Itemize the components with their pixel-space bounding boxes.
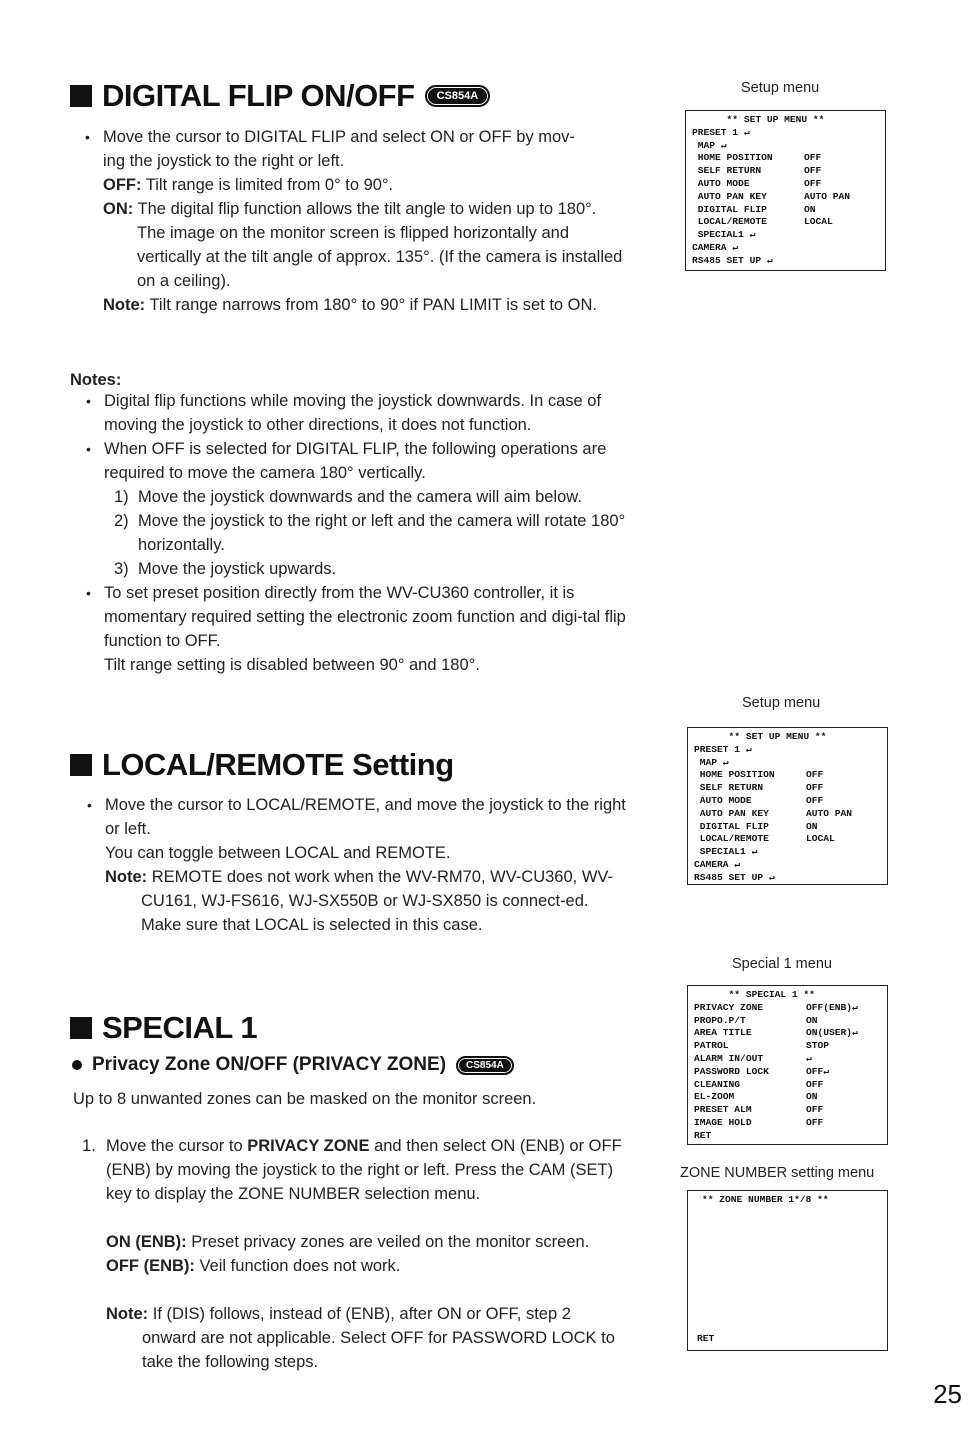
menu-row: [694, 1130, 881, 1143]
bullet-paragraph: • Move the cursor to LOCAL/REMOTE, and move the joystick to the right or left. You can toggle between LOCAL and REMOTE. Note: REMOTE does not work when the WV-RM70, WV-CU360, WV-CU161, WJ-FS616, WJ-SX550B or WJ-SX850 is connect-ed. Make sure that LOCAL is selected in this case.: [105, 793, 627, 937]
step-item: 1. Move the cursor to PRIVACY ZONE and then select ON (ENB) or OFF (ENB) by moving the joystick to the right or left. Press the CAM (SET) key to display the ZONE NUMBER selection menu.: [82, 1137, 622, 1203]
subsection-title-privacy-zone: Privacy Zone ON/OFF (PRIVACY ZONE) CS854A: [72, 1054, 514, 1076]
menu-row-label: EL-ZOOM: [694, 1091, 735, 1103]
menu-row-value: OFF: [804, 177, 822, 189]
model-badge: CS854A: [456, 1056, 514, 1075]
menu-row-label: PROPO.P/T: [694, 1014, 746, 1026]
menu-row-value: ON: [806, 820, 818, 832]
menu-row: [692, 127, 879, 140]
menu-row-label: DIGITAL FLIP: [694, 820, 769, 832]
menu-row: [694, 1117, 881, 1130]
menu-row: [694, 821, 881, 834]
menu-row: [694, 1015, 881, 1028]
menu-row-value: AUTO PAN: [804, 190, 851, 202]
menu-row-label: PRESET 1 ↵: [692, 126, 750, 138]
menu-row-value: OFF: [806, 794, 824, 806]
menu-row: [694, 1066, 881, 1079]
menu-row-label: AREA TITLE: [694, 1027, 752, 1039]
menu-row-label: RET: [694, 1129, 712, 1141]
menu-row: [694, 1053, 881, 1066]
round-bullet-icon: [72, 1060, 82, 1070]
section-title-digital-flip: DIGITAL FLIP ON/OFF CS854A: [70, 78, 490, 114]
menu-row: [692, 255, 879, 268]
menu-row: [694, 846, 881, 859]
menu-row: [694, 1027, 881, 1040]
menu-row-label: MAP ↵: [692, 139, 727, 151]
menu-row: [692, 191, 879, 204]
menu-row-label: PATROL: [694, 1040, 729, 1052]
square-bullet-icon: [70, 85, 92, 107]
setup-menu-screen: [687, 727, 888, 885]
menu-row: [692, 114, 879, 127]
menu-row-value: LOCAL: [806, 833, 835, 845]
menu-row-label: PASSWORD LOCK: [694, 1065, 769, 1077]
menu-caption: Special 1 menu: [732, 956, 832, 972]
menu-row-value: OFF: [806, 1116, 824, 1128]
menu-row-label: PRESET 1 ↵: [694, 743, 752, 755]
section-title-local-remote: LOCAL/REMOTE Setting: [70, 747, 454, 783]
menu-row-value: OFF: [806, 769, 824, 781]
menu-row-value: ON: [804, 203, 816, 215]
menu-row-value: OFF: [804, 152, 822, 164]
menu-row-label: CAMERA ↵: [694, 858, 741, 870]
menu-row-label: ** SET UP MENU **: [692, 114, 825, 125]
menu-row: [692, 165, 879, 178]
menu-caption: Setup menu: [741, 80, 820, 96]
menu-row-value: ON: [806, 1014, 818, 1026]
menu-row-label: AUTO MODE: [694, 794, 752, 806]
menu-row: [694, 769, 881, 782]
note-item: • When OFF is selected for DIGITAL FLIP, the following operations are required to move the camera 180° vertically.: [104, 437, 626, 485]
menu-row: [692, 204, 879, 217]
note-paragraph: Note: If (DIS) follows, instead of (ENB), after ON or OFF, step 2 onward are not applicable. Select OFF for PASSWORD LOCK to take the following steps.: [106, 1305, 615, 1371]
menu-row: [694, 1040, 881, 1053]
page-number: 25: [933, 1379, 962, 1409]
menu-row: [694, 833, 881, 846]
menu-row: [694, 782, 881, 795]
menu-row-label: ** SPECIAL 1 **: [694, 989, 815, 1000]
menu-row: [694, 1002, 881, 1015]
menu-row-label: HOME POSITION: [694, 769, 775, 781]
menu-row-value: STOP: [806, 1040, 830, 1052]
menu-row-value: ON(USER)↵: [806, 1027, 858, 1039]
model-badge: CS854A: [425, 85, 491, 107]
menu-row-value: AUTO PAN: [806, 807, 853, 819]
menu-row: [694, 795, 881, 808]
setup-menu-screen: [685, 110, 886, 271]
zone-number-menu-screen: [687, 1190, 888, 1351]
menu-row-label: ALARM IN/OUT: [694, 1052, 764, 1064]
menu-row: [694, 1079, 881, 1092]
menu-row-label: HOME POSITION: [692, 152, 773, 164]
menu-row-label: PRIVACY ZONE: [694, 1001, 764, 1013]
menu-row-label: ** SET UP MENU **: [694, 731, 827, 742]
note-item-continuation: Tilt range setting is disabled between 90° and 180°.: [104, 656, 480, 674]
special-1-menu-screen: [687, 985, 888, 1145]
menu-row: [694, 1104, 881, 1117]
menu-row-label: RS485 SET UP ↵: [692, 254, 773, 266]
notes-heading: Notes:: [70, 371, 122, 389]
menu-row-value: OFF↵: [806, 1065, 830, 1077]
menu-row: [694, 731, 881, 744]
menu-row: [694, 859, 881, 872]
section-title-special-1: SPECIAL 1: [70, 1010, 257, 1046]
menu-row-label: RS485 SET UP ↵: [694, 871, 775, 883]
menu-row-label: MAP ↵: [694, 756, 729, 768]
menu-row-label: AUTO MODE: [692, 177, 750, 189]
menu-row-value: OFF: [806, 782, 824, 794]
menu-row-value: LOCAL: [804, 216, 833, 228]
menu-row: [692, 216, 879, 229]
menu-row-label: SPECIAL1 ↵: [694, 846, 758, 858]
menu-row: [692, 152, 879, 165]
menu-row-label: IMAGE HOLD: [694, 1116, 752, 1128]
menu-row: [694, 872, 881, 885]
menu-header: ** ZONE NUMBER 1*/8 **: [702, 1194, 829, 1205]
step-item: 1) Move the joystick downwards and the camera will aim below.: [114, 488, 582, 506]
step-item: 2) Move the joystick to the right or left and the camera will rotate 180° horizontally.: [114, 512, 626, 554]
menu-row-label: CLEANING: [694, 1078, 741, 1090]
menu-row-value: OFF: [806, 1078, 824, 1090]
square-bullet-icon: [70, 1017, 92, 1039]
menu-row-label: LOCAL/REMOTE: [694, 833, 769, 845]
menu-ret: RET: [697, 1333, 715, 1345]
menu-row: [694, 808, 881, 821]
menu-row-label: CAMERA ↵: [692, 241, 739, 253]
menu-row-label: SELF RETURN: [694, 782, 764, 794]
menu-row-label: SPECIAL1 ↵: [692, 229, 756, 241]
menu-row: [692, 140, 879, 153]
note-item: • Digital flip functions while moving the joystick downwards. In case of moving the joystick to other directions, it does not function.: [104, 389, 626, 437]
menu-row: [694, 757, 881, 770]
menu-row-label: DIGITAL FLIP: [692, 203, 767, 215]
step-item: 3) Move the joystick upwards.: [114, 560, 337, 578]
menu-row: [694, 1091, 881, 1104]
menu-row-value: OFF: [806, 1104, 824, 1116]
menu-row: [694, 744, 881, 757]
menu-row-label: AUTO PAN KEY: [694, 807, 769, 819]
intro-text: Up to 8 unwanted zones can be masked on the monitor screen.: [73, 1090, 537, 1108]
menu-row-value: ON: [806, 1091, 818, 1103]
menu-row-value: OFF: [804, 165, 822, 177]
menu-caption: Setup menu: [742, 695, 821, 711]
menu-row-label: SELF RETURN: [692, 165, 762, 177]
menu-row: [692, 178, 879, 191]
menu-row: [692, 229, 879, 242]
menu-row-value: OFF(ENB)↵: [806, 1001, 858, 1013]
bullet-paragraph: • Move the cursor to DIGITAL FLIP and select ON or OFF by mov- ing the joystick to the right or left. OFF: Tilt range is limited from 0° to 90°. ON: The digital flip function allows the tilt angle to widen up to 180°. The image on the monitor screen is flipped horizontally and vertically at the tilt angle of approx. 135°. (If the camera is installed on a ceiling). Note: Tilt range narrows from 180° to 90° if PAN LIMIT is set to ON.: [103, 125, 628, 317]
menu-row-label: AUTO PAN KEY: [692, 190, 767, 202]
menu-row-label: PRESET ALM: [694, 1104, 752, 1116]
menu-caption: ZONE NUMBER setting menu: [680, 1165, 875, 1181]
note-item: • To set preset position directly from the WV-CU360 controller, it is momentary required setting the electronic zoom function and digi-tal flip function to OFF.: [104, 581, 626, 653]
menu-row-value: ↵: [806, 1052, 812, 1064]
menu-row: [694, 989, 881, 1002]
square-bullet-icon: [70, 754, 92, 776]
menu-row-label: LOCAL/REMOTE: [692, 216, 767, 228]
menu-row: [692, 242, 879, 255]
option-description: ON (ENB): Preset privacy zones are veiled on the monitor screen. OFF (ENB): Veil function does not work.: [106, 1233, 590, 1275]
